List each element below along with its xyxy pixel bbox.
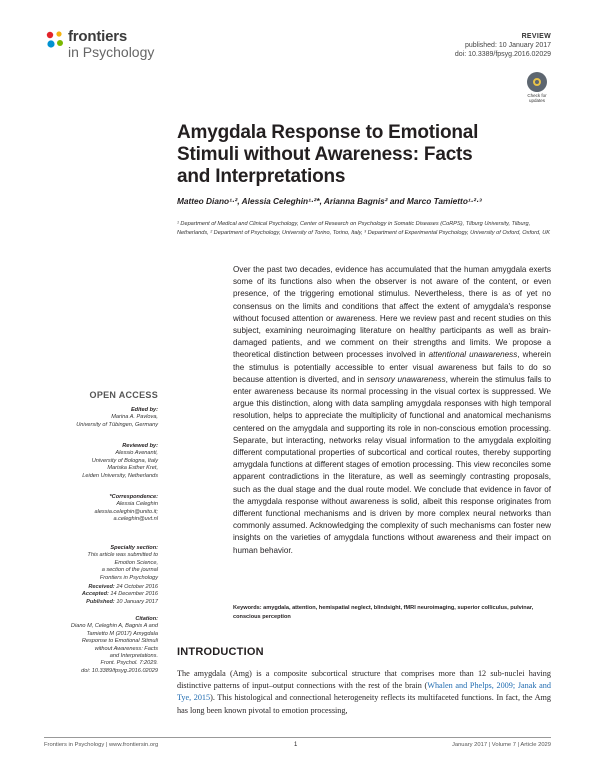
abstract-text: Over the past two decades, evidence has accumulated that the human amygdala exerts some of its functions also when the observer is not aware of the content, or even presence, of the triggering emotional stimulus. Nevertheless, there is as of yet no consensus on the limits and conditions that affect the extent of amygdala's response without focused attention or awareness. Here we review past and recent studies on this subject, examining neuroimaging literature on healthy participants as well as brain-damaged patients, and we comment on their strengths and limits. We propose a theoretical distinction between processes involved in: [233, 265, 551, 360]
page-number: 1: [294, 742, 298, 748]
correspondent-name: Alessia Celeghin: [116, 501, 158, 508]
specialty-line: Frontiers in Psychology: [99, 574, 158, 581]
side-heading: *Correspondence:: [109, 494, 158, 500]
reviewer-name: Alessio Avenanti,: [115, 450, 158, 457]
reviewer-affiliation: University of Bologna, Italy: [91, 457, 158, 464]
check-updates-label: Check for updates: [527, 93, 547, 103]
title-line: Amygdala Response to Emotional: [177, 122, 479, 143]
dates-block: [44, 584, 158, 606]
citation-link[interactable]: Whalen and Phelps, 2009; Janak and Tye, 2015: [177, 681, 551, 703]
specialty-line: a section of the journal: [101, 567, 158, 574]
correspondent-email[interactable]: a.celeghin@uvt.nl: [113, 516, 158, 523]
article-doi[interactable]: doi: 10.3389/fpsyg.2016.02029: [454, 51, 551, 58]
journal-name: in Psychology: [68, 44, 155, 60]
correspondence-block: [44, 494, 158, 524]
check-updates-icon: [527, 72, 547, 92]
footer-issue-info: January 2017 | Volume 7 | Article 2029: [451, 742, 551, 748]
intro-text: ). This histological and connectional heterogeneity reflects its multifaceted functions. In fact, the Amg has long been known pivotal to emotion processing,: [177, 693, 551, 715]
frontiers-logo[interactable]: [44, 27, 174, 63]
article-title: [177, 122, 557, 188]
check-for-updates-badge[interactable]: [524, 72, 550, 104]
title-line: Stimuli without Awareness: Facts: [177, 144, 473, 165]
abstract: [233, 264, 551, 557]
editor-name: Marina A. Pavlova,: [111, 414, 158, 421]
specialty-line: Emotion Science,: [114, 559, 158, 566]
editor-affiliation: University of Tübingen, Germany: [76, 421, 158, 428]
author-list: Matteo Diano¹·², Alessia Celeghin¹·²*, Arianna Bagnis² and Marco Tamietto¹·²·³: [177, 196, 482, 206]
citation-line: Diano M, Celeghin A, Bagnis A and: [70, 623, 158, 630]
reviewer-name: Mariska Esther Kret,: [107, 465, 158, 472]
keywords: Keywords: amygdala, attention, hemispatial neglect, blindsight, fMRI neuroimaging, superior colliculus, pulvinar, conscious perception: [233, 605, 534, 620]
citation-block: [44, 616, 158, 675]
citation-line: Front. Psychol. 7:2029.: [100, 660, 158, 667]
abstract-text: , wherein the stimulus is potentially accessible to enter visual awareness but fails to do so because attention is diverted, and in: [233, 350, 552, 384]
article-meta: [455, 32, 551, 59]
side-heading: Edited by:: [130, 407, 158, 413]
frontiers-logo-icon: [44, 29, 66, 51]
logo-wordmark: frontiers: [68, 28, 128, 45]
correspondent-email[interactable]: alessia.celeghin@unito.it;: [94, 508, 158, 515]
citation-line: and Interpretations.: [109, 653, 158, 660]
section-heading-introduction: INTRODUCTION: [177, 646, 264, 658]
title-line: and Interpretations: [177, 166, 346, 187]
abstract-text: , wherein the stimulus fails to enter awareness because its normal processing in the visual cortex is suppressed. We argue this distinction, along with data sampling amygdala responses with high temporal resolution, helps to appreciate the multiplicity of functional and anatomical mechanisms centered on the amygdala and supporting its role in non-conscious emotion processing. Separate, but interacting, networks relay visual information to the amygdala exploiting different computational properties of subcortical and cortical routes, thereby supporting amygdala functions at different stages of emotion processing. This view reconciles some apparent contradictions in the literature, as well as seemingly contrasting proposals, such as the dual stage and the dual route model. We conclude that evidence in favor of the amygdala response without awareness is solid, albeit this response originates from different functional mechanisms and is driven by more complex neural networks than commonly assumed. Acknowledging the complexity of such mechanisms can foster new insights on the varieties of amygdala functions without awareness and their impact on human behavior.: [233, 374, 551, 555]
intro-text: The amygdala (Amg) is a composite subcortical structure that comprises more than 12 sub-nuclei having distinctive patterns of input–output connections with the rest of the brain (: [177, 669, 551, 691]
open-access-label: OPEN ACCESS: [89, 390, 158, 400]
reviewed-by-block: [44, 443, 158, 480]
accepted-date: Accepted: 14 December 2016: [81, 591, 158, 598]
received-date: Received: 24 October 2016: [88, 584, 158, 590]
specialty-section-block: [44, 545, 158, 582]
specialty-line: This article was submitted to: [87, 552, 158, 559]
side-heading: Specialty section:: [110, 545, 158, 551]
reviewer-affiliation: Leiden University, Netherlands: [82, 472, 158, 479]
citation-line: without Awareness: Facts: [94, 645, 158, 652]
citation-doi[interactable]: doi: 10.3389/fpsyg.2016.02029: [81, 667, 158, 674]
footer-journal-link[interactable]: Frontiers in Psychology | www.frontiersin.org: [44, 742, 159, 748]
side-heading: Reviewed by:: [122, 443, 158, 449]
abstract-emphasis: attentional unawareness: [428, 350, 518, 360]
footer-divider: [44, 737, 551, 738]
article-type: REVIEW: [521, 33, 551, 40]
affiliations: ¹ Department of Medical and Clinical Psychology, Center of Research on Psychology in Somatic Diseases (CoRPS), Tilburg University, Tilburg, Netherlands, ² Department of Psychology, University of Torino, Torino, Italy, ³ Department of Experimental Psychology, University of Oxford, Oxford, UK: [177, 221, 550, 236]
citation-line: Response to Emotional Stimuli: [81, 638, 158, 645]
side-heading: Citation:: [135, 616, 158, 622]
citation-line: Tamietto M (2017) Amygdala: [86, 630, 158, 637]
edited-by-block: [44, 407, 158, 429]
published-date-side: Published: 10 January 2017: [86, 598, 158, 605]
intro-paragraph: [177, 668, 551, 717]
abstract-emphasis: sensory unawareness: [366, 374, 446, 384]
published-date: published: 10 January 2017: [464, 42, 551, 49]
